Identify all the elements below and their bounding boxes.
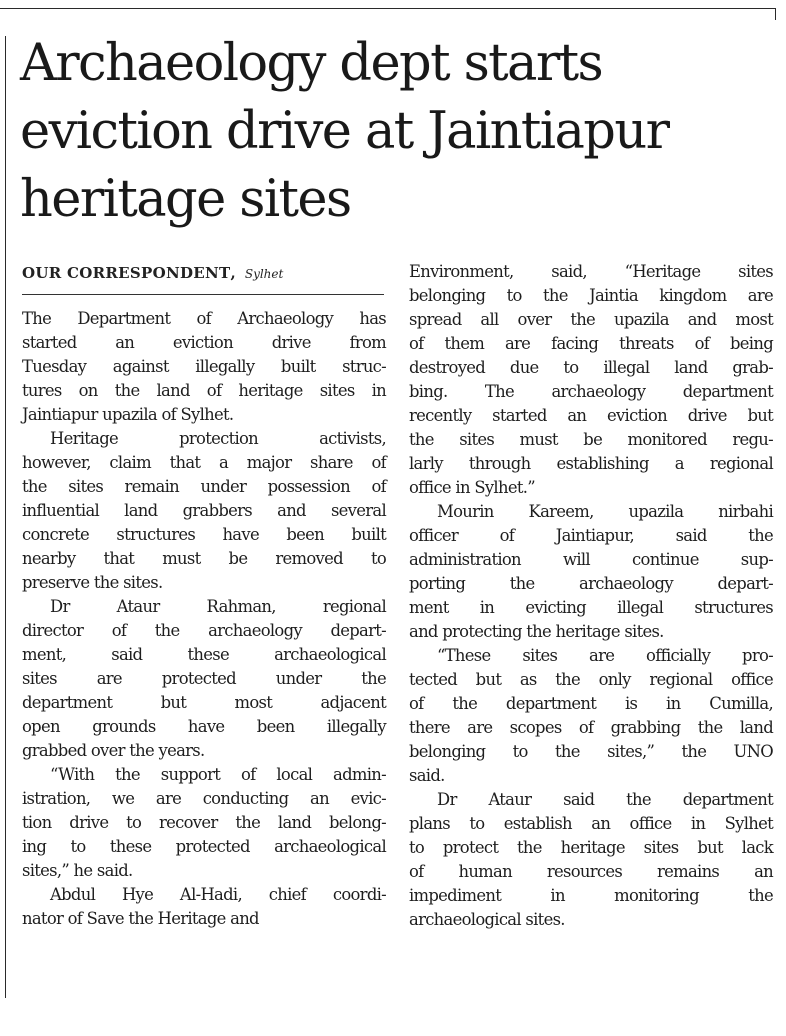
article-text-line: tion drive to recover the land belong-	[22, 813, 386, 832]
article-text-line: larly through establishing a regional	[409, 454, 773, 473]
article-text-line: “With the support of local admin-	[50, 765, 386, 784]
article-text-line: open grounds have been illegally	[22, 717, 386, 736]
article-text-line: said.	[409, 766, 445, 785]
article-text-line: grabbed over the years.	[22, 741, 205, 760]
byline-separator: ,	[230, 264, 236, 282]
article-text-line: Mourin Kareem, upazila nirbahi	[437, 502, 773, 521]
article-text-line: spread all over the upazila and most	[409, 310, 773, 329]
article-text-line: ment, said these archaeological	[22, 645, 386, 664]
article-text-line: Heritage protection activists,	[50, 429, 386, 448]
article-text-line: ment in evicting illegal structures	[409, 598, 773, 617]
article-text-line: plans to establish an office in Sylhet	[409, 814, 773, 833]
article-text-line: nearby that must be removed to	[22, 549, 386, 568]
byline	[22, 263, 283, 282]
article-text-line: tures on the land of heritage sites in	[22, 381, 386, 400]
article-text-line: there are scopes of grabbing the land	[409, 718, 773, 737]
byline-location: Sylhet	[244, 267, 284, 281]
left-column	[22, 307, 386, 931]
headline-line: Archaeology dept starts	[20, 34, 603, 93]
article-text-line: Jaintiapur upazila of Sylhet.	[22, 405, 234, 424]
article-text-line: porting the archaeology depart-	[409, 574, 773, 593]
article-text-line: the sites must be monitored regu-	[409, 430, 773, 449]
article-text-line: however, claim that a major share of	[22, 453, 386, 472]
article-text-line: Environment, said, “Heritage sites	[409, 262, 773, 281]
article-text-line: sites,” he said.	[22, 861, 133, 880]
article-text-line: Dr Ataur said the department	[437, 790, 773, 809]
article-text-line: and protecting the heritage sites.	[409, 622, 664, 641]
article-text-line: tected but as the only regional office	[409, 670, 773, 689]
article-text-line: of human resources remains an	[409, 862, 773, 881]
article-text-line: director of the archaeology depart-	[22, 621, 386, 640]
article-text-line: preserve the sites.	[22, 573, 163, 592]
article-text-line: istration, we are conducting an evic-	[22, 789, 386, 808]
article-text-line: bing. The archaeology department	[409, 382, 773, 401]
article-text-line: sites are protected under the	[22, 669, 386, 688]
corner-border-rule	[775, 8, 776, 20]
article-text-line: Abdul Hye Al-Hadi, chief coordi-	[50, 885, 386, 904]
headline	[20, 30, 780, 234]
article-text-line: concrete structures have been built	[22, 525, 386, 544]
article-text-line: “These sites are officially pro-	[437, 646, 773, 665]
headline-line: eviction drive at Jaintiapur	[20, 102, 669, 161]
article-text-line: office in Sylhet.”	[409, 478, 535, 497]
right-column	[409, 260, 773, 932]
article-text-line: belonging to the Jaintia kingdom are	[409, 286, 773, 305]
article-text-line: destroyed due to illegal land grab-	[409, 358, 773, 377]
left-border-rule	[5, 36, 6, 998]
article-text-line: the sites remain under possession of	[22, 477, 386, 496]
article-text-line: ing to these protected archaeological	[22, 837, 386, 856]
byline-author: OUR CORRESPONDENT	[22, 264, 231, 282]
article-text-line: to protect the heritage sites but lack	[409, 838, 773, 857]
article-text-line: The Department of Archaeology has	[22, 309, 386, 328]
article-text-line: nator of Save the Heritage and	[22, 909, 259, 928]
article-text-line: belonging to the sites,” the UNO	[409, 742, 773, 761]
headline-line: heritage sites	[20, 170, 351, 229]
article-text-line: recently started an eviction drive but	[409, 406, 773, 425]
article-text-line: impediment in monitoring the	[409, 886, 773, 905]
article-text-line: influential land grabbers and several	[22, 501, 386, 520]
top-border-rule	[0, 8, 776, 9]
article-text-line: of them are facing threats of being	[409, 334, 773, 353]
article-text-line: started an eviction drive from	[22, 333, 386, 352]
article-text-line: officer of Jaintiapur, said the	[409, 526, 773, 545]
article-text-line: of the department is in Cumilla,	[409, 694, 773, 713]
article-text-line: administration will continue sup-	[409, 550, 773, 569]
article-text-line: archaeological sites.	[409, 910, 565, 929]
article-text-line: Dr Ataur Rahman, regional	[50, 597, 386, 616]
byline-rule	[22, 294, 384, 295]
article-text-line: department but most adjacent	[22, 693, 386, 712]
article-text-line: Tuesday against illegally built struc-	[22, 357, 386, 376]
